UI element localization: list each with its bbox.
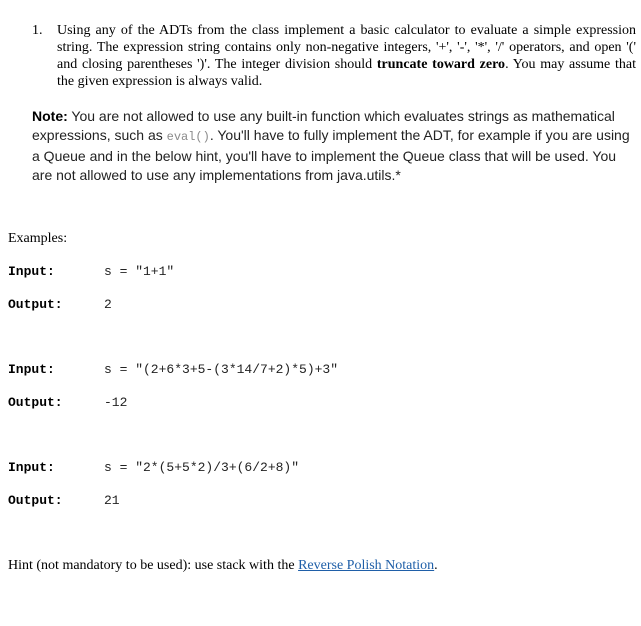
rpn-link[interactable]: Reverse Polish Notation (298, 558, 435, 573)
note-paragraph: Note: You are not allowed to use any built-in function which evaluates strings as mathematical expressions, such as eval(). You'll have to fully implement the ADT, for example if you are using a Queue and in the below hint, you'll have to implement the Queue class that will be used. You are not allowed to use any implementations from java.utils.* (32, 108, 630, 183)
example-1-input: s = "1+1" (104, 264, 175, 279)
question-number: 1. (32, 23, 43, 38)
example-2-output: -12 (104, 395, 128, 410)
example-3-output: 21 (104, 493, 120, 508)
example-3-input-label: Input: (8, 460, 55, 475)
question-block (32, 22, 636, 90)
note-label: Note: (32, 108, 68, 124)
example-2-input-label: Input: (8, 362, 55, 377)
example-3-input: s = "2*(5+5*2)/3+(6/2+8)" (104, 460, 300, 475)
example-1-output-label: Output: (8, 297, 63, 312)
example-3-output-label: Output: (8, 493, 63, 508)
example-2-input: s = "(2+6*3+5-(3*14/7+2)*5)+3" (104, 362, 339, 377)
example-2-output-label: Output: (8, 395, 63, 410)
hint-text: Hint (not mandatory to be used): use stack with the Reverse Polish Notation. (8, 558, 438, 573)
example-1-input-label: Input: (8, 264, 55, 279)
examples-heading: Examples: (8, 231, 68, 246)
question-text: Using any of the ADTs from the class implement a basic calculator to evaluate a simple expression string. The expression string contains only non-negative integers, '+', '-', '*', '/' operators, and open '(' and closing parentheses ')'. The integer division should truncate toward zero. You may assume that the given expression is always valid. (57, 23, 636, 89)
question-emphasis: truncate toward zero (376, 57, 506, 72)
eval-code: eval() (166, 130, 210, 144)
example-1-output: 2 (104, 297, 112, 312)
